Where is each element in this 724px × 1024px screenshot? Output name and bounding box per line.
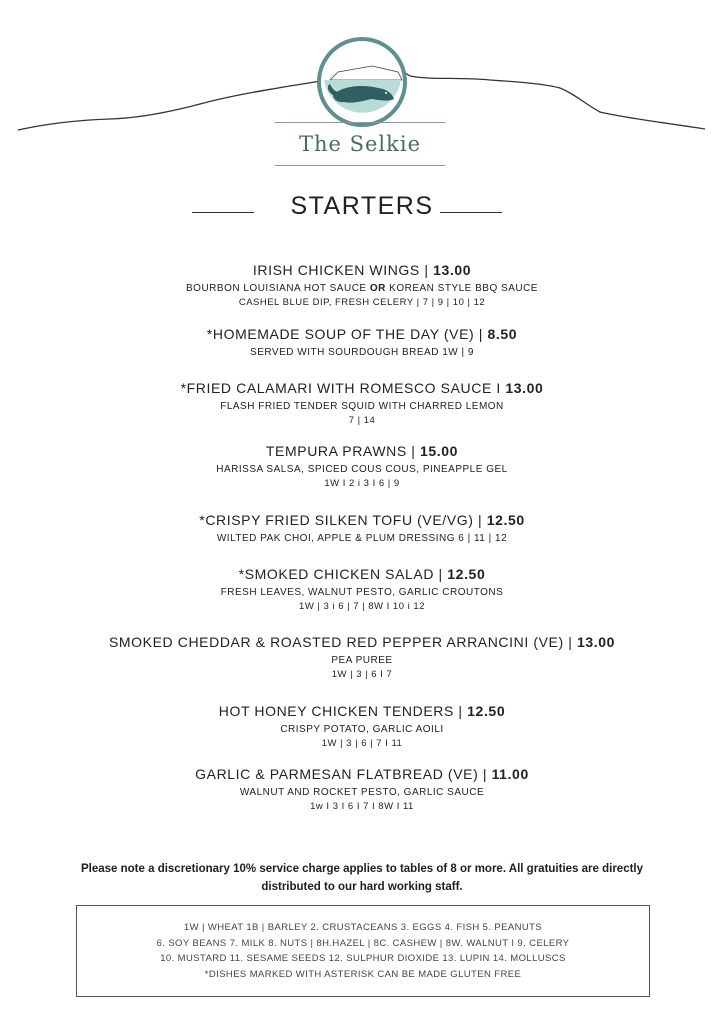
item-title xyxy=(0,566,724,583)
menu-item-calamari xyxy=(0,380,724,428)
item-description: HARISSA SALSA, SPICED COUS COUS, PINEAPPLE GEL xyxy=(216,464,508,475)
item-description: SERVED WITH SOURDOUGH BREAD 1W | 9 xyxy=(250,347,474,358)
brand-name: The Selkie xyxy=(275,122,445,166)
item-price: 13.00 xyxy=(576,634,615,650)
item-price: 13.00 xyxy=(433,262,472,278)
item-price: 13.00 xyxy=(505,380,544,396)
item-name: SMOKED CHEDDAR & ROASTED RED PEPPER ARRANCINI (VE) | xyxy=(108,634,573,650)
item-name: GARLIC & PARMESAN FLATBREAD (VE) | xyxy=(195,766,488,782)
item-title xyxy=(0,703,724,720)
item-price: 12.50 xyxy=(467,703,506,719)
item-name: HOT HONEY CHICKEN TENDERS | xyxy=(218,703,463,719)
menu-item-tempura-prawns xyxy=(0,443,724,491)
gluten-free-note: *DISHES MARKED WITH ASTERISK CAN BE MADE GLUTEN FREE xyxy=(204,968,522,980)
item-price: 12.50 xyxy=(486,512,525,528)
item-price: 12.50 xyxy=(447,566,486,582)
desc-text: BOURBON LOUISIANA HOT SAUCE xyxy=(186,283,370,294)
item-title xyxy=(0,326,724,343)
item-title xyxy=(0,512,724,529)
menu-item-flatbread xyxy=(0,766,724,814)
desc-emphasis: OR xyxy=(369,283,386,294)
allergen-key-line: 1W | WHEAT 1B | BARLEY 2. CRUSTACEANS 3. EGGS 4. FISH 5. PEANUTS xyxy=(183,922,543,933)
item-name: IRISH CHICKEN WINGS | xyxy=(252,262,429,278)
item-description: CASHEL BLUE DIP, FRESH CELERY | 7 | 9 | 10 | 12 xyxy=(238,297,486,308)
item-allergens: 1W | 3 i 6 | 7 | 8W I 10 i 12 xyxy=(299,601,425,612)
allergen-key-line: 10. MUSTARD 11. SESAME SEEDS 12. SULPHUR DIOXIDE 13. LUPIN 14. MOLLUSCS xyxy=(160,953,566,964)
item-description xyxy=(0,282,724,296)
item-description: PEA PUREE xyxy=(331,655,393,666)
menu-item-arrancini xyxy=(0,634,724,682)
item-name: *FRIED CALAMARI WITH ROMESCO SAUCE I xyxy=(180,380,501,396)
item-title xyxy=(0,380,724,397)
item-description: WALNUT AND ROCKET PESTO, GARLIC SAUCE xyxy=(239,787,485,798)
heading-rule-right xyxy=(440,212,502,213)
item-description: FRESH LEAVES, WALNUT PESTO, GARLIC CROUTONS xyxy=(220,587,504,598)
item-description: WILTED PAK CHOI, APPLE & PLUM DRESSING 6 | 11 | 12 xyxy=(216,533,508,544)
allergen-key-box xyxy=(76,905,650,997)
item-title xyxy=(0,262,724,279)
seal-eye xyxy=(385,92,387,94)
item-description: CRISPY POTATO, GARLIC AOILI xyxy=(280,724,444,735)
item-allergens: 1W | 3 | 6 I 7 xyxy=(331,669,393,680)
item-name: TEMPURA PRAWNS | xyxy=(265,443,416,459)
item-name: *CRISPY FRIED SILKEN TOFU (VE/VG) | xyxy=(199,512,483,528)
item-name: *SMOKED CHICKEN SALAD | xyxy=(238,566,443,582)
menu-item-chicken-tenders xyxy=(0,703,724,751)
service-charge-note: Please note a discretionary 10% service charge applies to tables of 8 or more. All gratuities are directly distributed to our hard working staff. xyxy=(80,863,644,893)
item-allergens: 1W | 3 | 6 | 7 I 11 xyxy=(321,738,403,749)
menu-item-chicken-wings xyxy=(0,262,724,310)
item-name: *HOMEMADE SOUP OF THE DAY (VE) | xyxy=(206,326,484,342)
section-title: STARTERS xyxy=(290,192,434,220)
item-title xyxy=(0,766,724,783)
item-description: FLASH FRIED TENDER SQUID WITH CHARRED LEMON xyxy=(220,401,504,412)
menu-item-chicken-salad xyxy=(0,566,724,614)
item-allergens: 1w I 3 I 6 I 7 I 8W I 11 xyxy=(310,801,414,812)
menu-item-soup xyxy=(0,326,724,360)
item-price: 8.50 xyxy=(487,326,518,342)
desc-text: KOREAN STYLE BBQ SAUCE xyxy=(385,283,538,294)
item-title xyxy=(0,634,724,651)
item-price: 15.00 xyxy=(420,443,459,459)
item-allergens: 7 | 14 xyxy=(348,415,376,426)
item-price: 11.00 xyxy=(491,766,529,782)
allergen-key-line: 6. SOY BEANS 7. MILK 8. NUTS | 8H.HAZEL | 8C. CASHEW | 8W. WALNUT I 9. CELERY xyxy=(156,937,570,949)
menu-item-tofu xyxy=(0,512,724,546)
item-allergens: 1W I 2 i 3 I 6 | 9 xyxy=(324,478,400,489)
item-title xyxy=(0,443,724,460)
